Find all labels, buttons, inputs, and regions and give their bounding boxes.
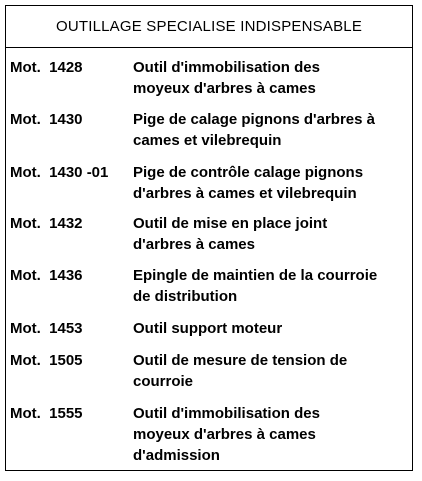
table-title: OUTILLAGE SPECIALISE INDISPENSABLE xyxy=(6,6,412,48)
tool-code: Mot. 1428 xyxy=(10,59,83,76)
tool-description: Pige de contrôle calage pignons d'arbres à cames et vilebrequin xyxy=(133,164,364,202)
tool-code: Mot. 1453 xyxy=(10,320,83,337)
tool-code: Mot. 1432 xyxy=(10,215,83,232)
tool-code: Mot. 1430 -01 xyxy=(10,164,109,181)
tool-code: Mot. 1430 xyxy=(10,111,83,128)
tool-description: Outil d'immobilisation des moyeux d'arbres à cames d'admission xyxy=(133,405,320,464)
tool-description: Outil d'immobilisation des moyeux d'arbres à cames xyxy=(133,59,320,97)
tool-description: Outil de mesure de tension de courroie xyxy=(133,352,348,390)
tool-code: Mot. 1436 xyxy=(10,267,83,284)
tool-code: Mot. 1555 xyxy=(10,405,83,422)
tool-description: Pige de calage pignons d'arbres à cames et vilebrequin xyxy=(133,111,375,149)
tool-code: Mot. 1505 xyxy=(10,352,83,369)
tool-description: Epingle de maintien de la courroie de distribution xyxy=(133,267,378,305)
tool-description: Outil de mise en place joint d'arbres à cames xyxy=(133,215,328,253)
tool-description: Outil support moteur xyxy=(133,320,283,337)
tool-table xyxy=(5,5,413,471)
